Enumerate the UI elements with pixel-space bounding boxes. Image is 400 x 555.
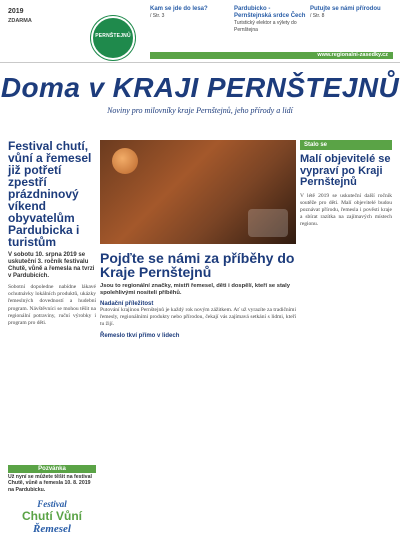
teaser-2[interactable]: [234, 6, 306, 34]
teaser-3-title: Putujte se námi přírodou: [310, 6, 381, 12]
teaser-3-sub: / Str. 8: [310, 13, 325, 19]
feature-photo: [100, 140, 296, 244]
masthead-title: Doma v KRAJI PERNŠTEJNŮ: [0, 72, 400, 103]
invitation-label: Pozvánka: [8, 465, 96, 473]
section-1-title: Nadační příležitost: [100, 301, 154, 307]
invitation-text: Už nyní se můžete těšit na festival Chutě, vůně a řemesla 10. 8. 2019 na Pardubicku.: [8, 473, 92, 493]
teaser-1-title: Kam se jde do lesa?: [150, 6, 208, 12]
left-headline: Festival chutí, vůní a řemesel již potřetí zpestří prázdninový víkend obyvatelům Pardubicka i turistům: [8, 139, 92, 249]
teaser-2-title: Pardubicko - Pernštejnská srdce Čech: [234, 6, 306, 19]
brand-logo: [91, 16, 135, 60]
masthead: [0, 62, 400, 120]
right-body: V létě 2019 se uskuteční další ročník soutěže pro děti. Malí objevitelé budou poznávat přírodu, řemesla i pověsti kraje a sbírat razítka na zajímavých místech regionu.: [300, 192, 392, 228]
website-link[interactable]: www.regionalni-zasedky.cz: [150, 52, 393, 59]
festival-logo-line-3: Řemesel: [33, 523, 71, 535]
right-section-tag: Stalo se: [300, 140, 392, 150]
top-header: [0, 0, 400, 63]
right-headline: Malí objevitelé se vypraví po Kraji Pernštejnů: [300, 153, 391, 188]
middle-body: Putování krajinou Pernštejnů je každý rok novým zážitkem. Ať už vyrazíte za tradičními řemesly, regionálními produkty nebo přírodou, čekají vás zajímavá setkání s lidmi, kteří tu žijí.: [100, 307, 296, 328]
issue-year: 2019: [8, 8, 24, 15]
photo-highlight: [248, 209, 288, 237]
festival-logo: [8, 499, 96, 547]
section-2-title: Řemeslo tkví přímo v lidech: [100, 332, 180, 339]
left-lead: V sobotu 10. srpna 2019 se uskuteční 3. ročník festivalu Chutě, vůně a řemesla na tvrzi v Pardubicích.: [8, 252, 95, 279]
middle-column: [100, 140, 296, 555]
masthead-subtitle: Noviny pro milovníky kraje Pernštejnů, jeho přírody a lidí: [107, 106, 293, 115]
middle-lead: Jsou to regionální značky, mistři řemesel, děti i dospělí, kteří se staly spolehlivými nositeli příběhů.: [100, 283, 290, 296]
brand-logo-text: PERNŠTEJNŮ: [95, 33, 131, 39]
festival-logo-line-1: Festival: [37, 499, 67, 509]
teaser-3[interactable]: [310, 6, 392, 20]
middle-headline: Pojďte se námi za příběhy do Kraje Pernštejnů: [100, 250, 295, 280]
teaser-1[interactable]: [150, 6, 230, 20]
right-column: [300, 140, 392, 555]
teaser-2-sub: Turistický elektor a výlety do Pernštejna: [234, 20, 297, 33]
left-body: Sobotní dopoledne nabídne lákavé ochutnávky lokálních produktů, ukázky řemeslných dovedností a hudební program. Návštěvníci se mohou těšit na regionální potraviny, ruční výrobky i program pro děti.: [8, 284, 96, 327]
festival-logo-line-2: Chutí Vůní: [22, 509, 82, 523]
free-label: ZDARMA: [8, 18, 32, 24]
teaser-1-sub: / Str. 3: [150, 13, 165, 19]
